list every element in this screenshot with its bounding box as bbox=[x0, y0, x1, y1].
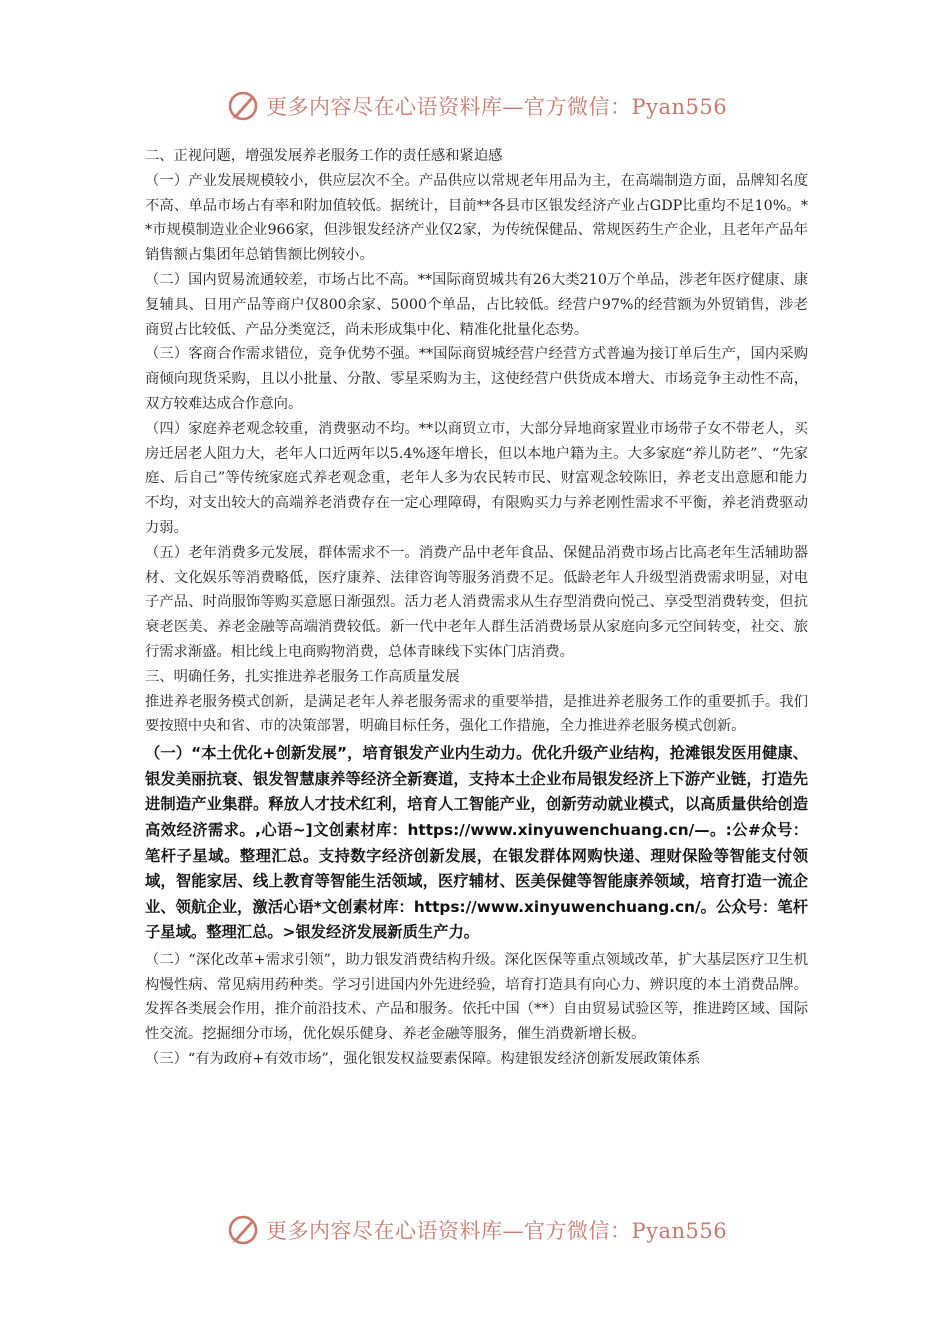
paragraph: （四）家庭养老观念较重，消费驱动不均。**以商贸立市，大部分异地商家置业市场带子女不带老人，买房迁居老人阻力大，老年人口近两年以5.4%逐年增长，但以本地户籍为主。大多家庭“养儿防老”、“先家庭、后自己”等传统家庭式养老观念重，老年人多为农民转市民、财富观念较陈旧，养老支出意愿和能力不均，对支出较大的高端养老消费存在一定心理障碍，有限购买力与养老刚性需求不平衡，养老消费驱动力弱。 bbox=[145, 420, 808, 536]
paragraph: （五）老年消费多元发展，群体需求不一。消费产品中老年食品、保健品消费市场占比高老年生活辅助器材、文化娱乐等消费略低，医疗康养、法律咨询等服务消费不足。低龄老年人升级型消费需求明显，对电子产品、时尚服饰等购买意愿日渐强烈。活力老人消费需求从生存型消费向悦己、享受型消费转变，但抗衰老医美、养老金融等高端消费较低。新一代中老年人群生活消费场景从家庭向多元空间转变，社交、旅行需求渐盛。相比线上电商购物消费，总体青睐线下实体门店消费。 bbox=[145, 544, 808, 660]
section-heading-3: 三、明确任务，扎实推进养老服务工作高质量发展 bbox=[145, 668, 460, 685]
banner-text: 更多内容尽在心语资料库—官方微信：Pyan556 bbox=[266, 95, 728, 119]
paragraph-bold: （一）“本土优化+创新发展”，培育银发产业内生动力。优化升级产业结构，抢滩银发医用健康、银发美丽抗衰、银发智慧康养等经济全新赛道，支持本土企业布局银发经济上下游产业链，打造先进制造产业集群。释放人才技术红利，培育人工智能产业，创新劳动就业模式，以高质量供给创造高效经济需求。,心语~]文创素材库：https://www.xinyuwenchuang.cn/—。:公#众号：笔杆子星域。整理汇总。支持数字经济创新发展，在银发群体网购快递、理财保险等智能支付领域，智能家居、线上教育等智能生活领域，医疗辅材、医美保健等智能康养领域，培育打造一流企业、领航企业，激活心语*文创素材库：https://www.xinyuwenchuang.cn/。公众号：笔杆子星域。整理汇总。>银发经济发展新质生产力。 bbox=[145, 744, 808, 942]
logo-icon bbox=[226, 1213, 260, 1247]
paragraph: （一）产业发展规模较小，供应层次不全。产品供应以常规老年用品为主，在高端制造方面，品牌知名度不高、单品市场占有率和附加值较低。据统计，目前**各县市区银发经济产业占GDP比重均不足10%。**市规模制造业企业966家，但涉银发经济产业仅2家，为传统保健品、常规医药生产企业，且老年产品年销售额占集团年总销售额比例较小。 bbox=[145, 172, 808, 264]
paragraph: （二）国内贸易流通较差，市场占比不高。**国际商贸城共有26大类210万个单品，涉老年医疗健康、康复辅具、日用产品等商户仅800余家、5000个单品，占比较低。经营户97%的经营额为外贸销售，涉老商贸占比较低、产品分类宽泛，尚未形成集中化、精准化批量化态势。 bbox=[145, 271, 808, 338]
banner-text: 更多内容尽在心语资料库—官方微信：Pyan556 bbox=[266, 1219, 728, 1243]
document-body bbox=[145, 144, 808, 1072]
footer-banner bbox=[226, 1212, 746, 1248]
logo-icon bbox=[226, 89, 260, 123]
paragraph: （二）“深化改革+需求引领”，助力银发消费结构升级。深化医保等重点领域改革，扩大基层医疗卫生机构慢性病、常见病用药种类。学习引进国内外先进经验，培育打造具有向心力、辨识度的本土消费品牌。发挥各类展会作用，推介前沿技术、产品和服务。依托中国（**）自由贸易试验区等，推进跨区域、国际性交流。挖掘细分市场，优化娱乐健身、养老金融等服务，催生消费新增长极。 bbox=[145, 951, 808, 1043]
section-heading-2: 二、正视问题，增强发展养老服务工作的责任感和紧迫感 bbox=[145, 148, 503, 164]
paragraph: （三）客商合作需求错位，竞争优势不强。**国际商贸城经营户经营方式普遍为接订单后生产，国内采购商倾向现货采购，且以小批量、分散、零星采购为主，这使经营户供货成本增大、市场竞争主动性不高，双方较难达成合作意向。 bbox=[145, 346, 808, 412]
header-banner bbox=[226, 88, 746, 124]
paragraph: （三）“有为政府+有效市场”，强化银发权益要素保障。构建银发经济创新发展政策体系 bbox=[145, 1051, 701, 1068]
paragraph: 推进养老服务模式创新，是满足老年人养老服务需求的重要举措，是推进养老服务工作的重要抓手。我们要按照中央和省、市的决策部署，明确目标任务，强化工作措施，全力推进养老服务模式创新。 bbox=[145, 693, 808, 735]
